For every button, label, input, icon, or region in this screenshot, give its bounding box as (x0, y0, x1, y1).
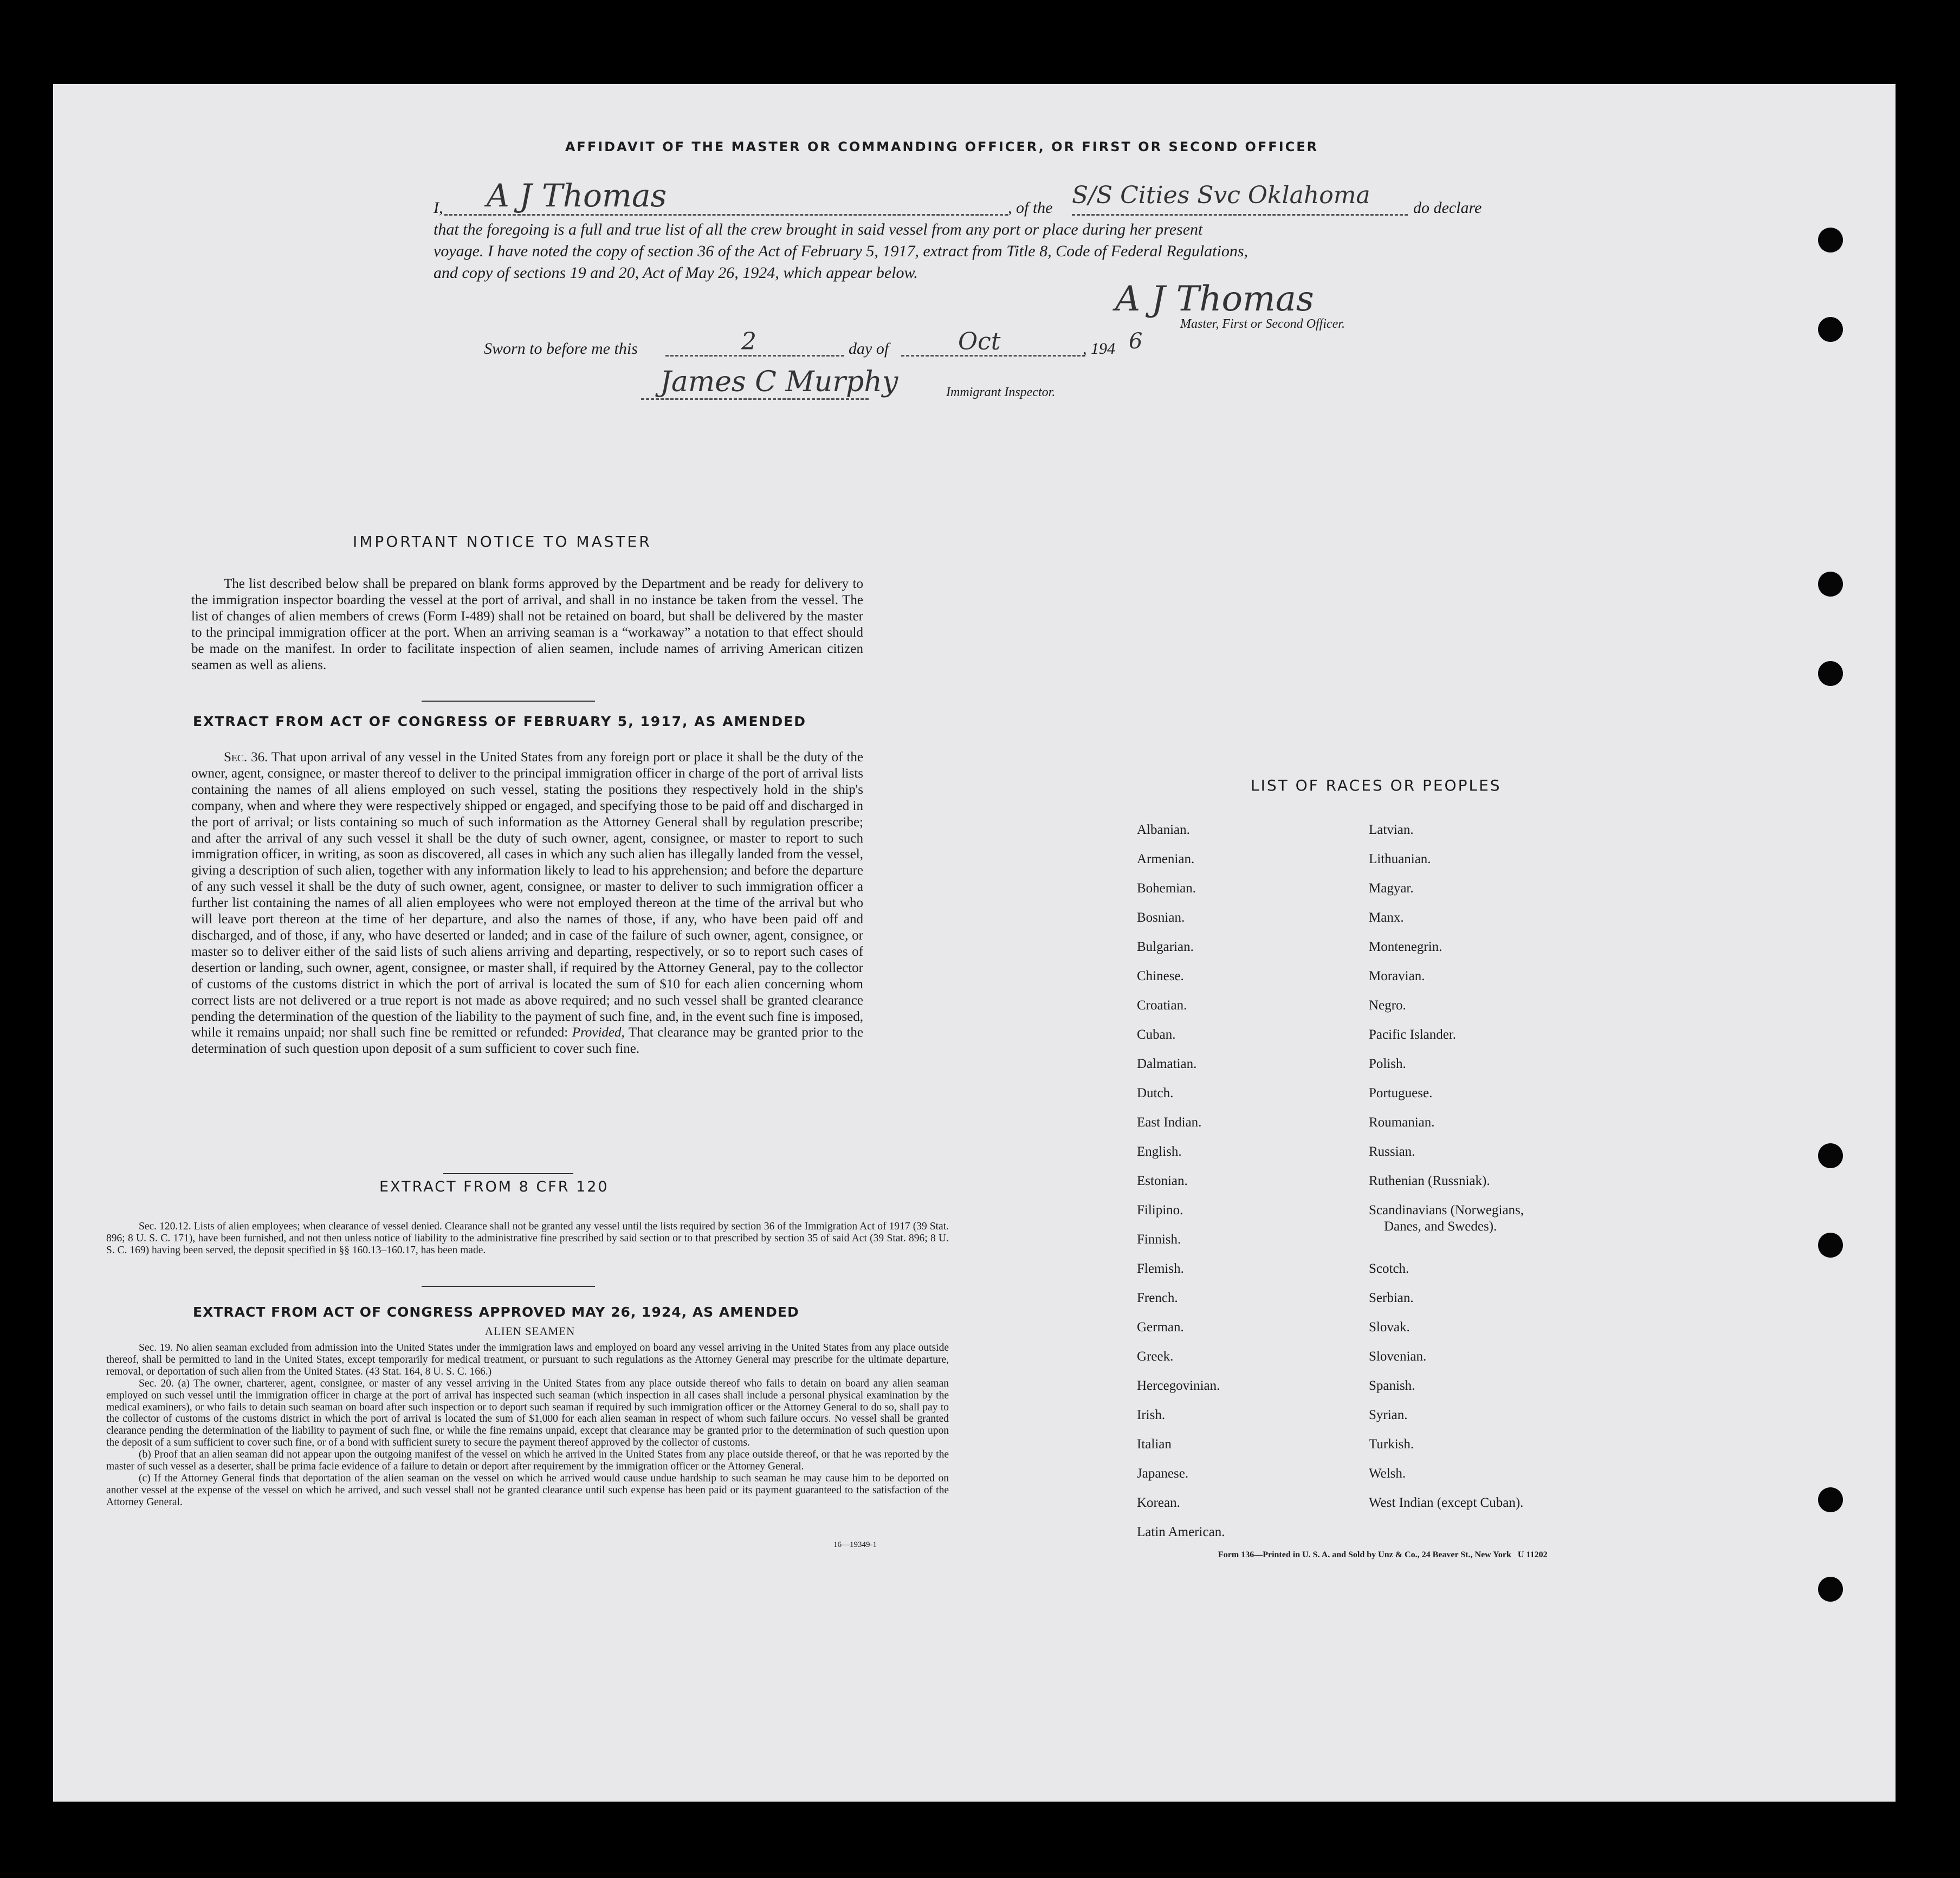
notice-heading: IMPORTANT NOTICE TO MASTER (353, 533, 652, 551)
race-item: Albanian. (1137, 823, 1190, 837)
race-item: Portuguese. (1369, 1086, 1433, 1100)
sec-20b: (b) Proof that an alien seaman did not appear upon the outgoing manifest of the vessel on which he arrived in the United States from any place outside thereof, or that he was reported by the master of such vessel as a deserter, shall be prima facie evidence of a failure to detain or deport after requirement by the immigration officer or the Attorney General. (106, 1449, 949, 1473)
sec-19: Sec. 19. No alien seaman excluded from admission into the United States under the immigration laws and employed on board any vessel arriving in the United States from any place outside thereof, shall be permitted to land in the United States, except temporarily for medical treatment, or pursuant to such regulations as the Attorney General may prescribe for the ultimate departure, removal, or deportation of such alien from the United States. (43 Stat. 164, 8 U. S. C. 166.) (106, 1342, 949, 1377)
punch-hole (1818, 1143, 1843, 1168)
race-item: East Indian. (1137, 1115, 1202, 1130)
race-item: Slovenian. (1369, 1349, 1427, 1364)
race-item: Slovak. (1369, 1320, 1410, 1335)
races-heading: LIST OF RACES OR PEOPLES (1251, 776, 1502, 794)
race-item: Pacific Islander. (1369, 1027, 1457, 1042)
race-item: Croatian. (1137, 998, 1187, 1013)
cfr-heading: EXTRACT FROM 8 CFR 120 (379, 1178, 609, 1195)
race-item: Bulgarian. (1137, 940, 1194, 954)
race-item: Japanese. (1137, 1466, 1189, 1481)
races-list-left (1137, 815, 1343, 1547)
race-item: Danes, and Swedes). (1384, 1219, 1497, 1234)
extract-1917-sec: Sec. 36. (224, 750, 268, 765)
race-item: Italian (1137, 1437, 1172, 1452)
race-item: Syrian. (1369, 1408, 1408, 1422)
sec-20c: (c) If the Attorney General finds that deportation of the alien seaman on the vessel on which he arrived would cause undue hardship to such seaman he may cause him to be deported on another vessel at the expense of the vessel on which he arrived, and such vessel shall not be granted clearance until such expense has been paid or its payment guaranteed to the satisfaction of the Attorney General. (106, 1472, 949, 1508)
year-prefix: , 194 (1083, 340, 1115, 358)
race-item: Filipino. (1137, 1203, 1183, 1218)
extract-1917-heading: EXTRACT FROM ACT OF CONGRESS OF FEBRUARY 5, 1917, AS AMENDED (193, 714, 807, 729)
punch-hole (1818, 572, 1843, 597)
race-item: Latin American. (1137, 1525, 1225, 1539)
race-item: Moravian. (1369, 969, 1425, 983)
document-page (53, 84, 1896, 1802)
race-item: Latvian. (1369, 823, 1414, 837)
race-item: Bosnian. (1137, 910, 1185, 925)
race-item: West Indian (except Cuban). (1369, 1495, 1524, 1510)
master-caption: Master, First or Second Officer. (1180, 317, 1345, 331)
affidavit-of-the: , of the (1008, 199, 1053, 217)
race-item: French. (1137, 1291, 1178, 1305)
declarant-handwriting: A J Thomas (487, 177, 667, 214)
punch-hole (1818, 317, 1843, 342)
affidavit-do-declare: do declare (1413, 199, 1482, 217)
race-item: Scotch. (1369, 1261, 1409, 1276)
race-item: Dalmatian. (1137, 1057, 1197, 1071)
race-item: Montenegrin. (1369, 940, 1442, 954)
form-footer: Form 136—Printed in U. S. A. and Sold by Unz & Co., 24 Beaver St., New York U 11202 (1218, 1550, 1548, 1559)
race-item: Ruthenian (Russniak). (1369, 1174, 1490, 1188)
race-item: Spanish. (1369, 1378, 1415, 1393)
extract-1917-text-b: That clearance may be granted prior to the determination of such question upon deposit of a sum sufficient to cover such fine. (191, 1025, 863, 1057)
affidavit-lead: I, (434, 199, 443, 217)
punch-hole (1818, 661, 1843, 686)
race-item: Magyar. (1369, 881, 1414, 896)
inspector-signature: James C Murphy (660, 366, 898, 398)
race-item: Korean. (1137, 1495, 1180, 1510)
form-code: 16—19349-1 (833, 1540, 877, 1549)
notice-body: The list described below shall be prepared on blank forms approved by the Department and be ready for delivery to the immigration inspector boarding the vessel at the port of arrival, and shall in no instance be taken from the vessel. The list of changes of alien members of crews (Form I-489) shall not be retained on board, but shall be delivered by the master to the principal immigration officer at the port. When an arriving seaman is a “workaway” a notation to that effect should be made on the manifest. In order to facilitate inspection of alien seamen, include names of arriving American citizen seamen as well as aliens. (191, 577, 863, 672)
race-item: Armenian. (1137, 852, 1195, 866)
race-item: Scandinavians (Norwegians, (1369, 1203, 1524, 1218)
race-item: German. (1137, 1320, 1184, 1335)
extract-1917-text-a: That upon arrival of any vessel in the United States from any foreign port or place it shall be the duty of the owner, agent, consignee, or master thereof to deliver to the principal immigration officer in charge of the port of arrival lists containing the names of all aliens employed on such vessel, stating the positions they respectively hold in the ship's company, when and where they were respectively shipped or engaged, and specifying those to be paid off and discharged in the port of arrival; or lists containing so much of such information as the Attorney General shall by regulation prescribe; and after the arrival of any such vessel it shall be the duty of such owner, agent, consignee, or master to report to such immigration officer, in writing, as soon as discovered, all cases in which any such alien has illegally landed from the vessel, giving a description of such alien, together with any information likely to lead to his apprehension; and before the departure of any such vessel it shall be the duty of such owner, agent, consignee, or master to deliver to such immigration officer a further list containing the names of all alien employees who were not employed thereon at the time of the arrival but who will leave port thereon at the time of her departure, and also the names of those, if any, who have been paid off and discharged, and of those, if any, who have deserted or landed; and in case of the failure of such owner, agent, consignee, or master so to deliver either of the said lists of such aliens arriving and departing, respectively, or so to report such cases of desertion or landing, such owner, agent, consignee, or master shall, if required by the Attorney General, pay to the collector of customs of the customs district in which the port of arrival is located the sum of $10 for each alien concerning whom correct lists are not delivered or a true report is not made as above required; and no such vessel shall be granted clearance pending the determination of the question of the liability to the payment of such fine, and, in the event such fine is imposed, while it remains unpaid; nor shall such fine be remitted or refunded: (191, 750, 863, 1040)
divider-rule (422, 701, 595, 702)
vessel-line (1072, 214, 1408, 216)
master-signature: A J Thomas (1115, 279, 1314, 319)
punch-hole (1818, 1577, 1843, 1602)
affidavit-line-4: and copy of sections 19 and 20, Act of May 26, 1924, which appear below. (434, 264, 918, 282)
extract-1924-body (106, 1342, 949, 1508)
sworn-day-handwriting: 2 (741, 328, 756, 355)
day-of-label: day of (849, 340, 889, 358)
race-item: Manx. (1369, 910, 1404, 925)
year-handwriting: 6 (1129, 329, 1143, 354)
race-item: Flemish. (1137, 1261, 1184, 1276)
race-item: Turkish. (1369, 1437, 1414, 1452)
sworn-month-handwriting: Oct (958, 328, 1001, 355)
punch-hole (1818, 1233, 1843, 1258)
race-item: Serbian. (1369, 1291, 1414, 1305)
race-item: Roumanian. (1369, 1115, 1435, 1130)
sworn-label: Sworn to before me this (484, 340, 638, 358)
race-item: Estonian. (1137, 1174, 1188, 1188)
race-item: English. (1137, 1144, 1182, 1159)
inspector-caption: Immigrant Inspector. (946, 385, 1056, 399)
punch-hole (1818, 1487, 1843, 1512)
affidavit-line-3: voyage. I have noted the copy of section 36 of the Act of February 5, 1917, extract from Title 8, Code of Federal Regulations, (434, 242, 1249, 260)
inspector-line (641, 398, 869, 400)
extract-1917-provided: Provided, (572, 1025, 625, 1040)
declarant-line (444, 214, 1008, 216)
race-item: Greek. (1137, 1349, 1174, 1364)
cfr-body: Sec. 120.12. Lists of alien employees; when clearance of vessel denied. Clearance shall not be granted any vessel until the lists required by section 36 of the Immigration Act of 1917 (39 Stat. 896; 8 U. S. C. 171), have been furnished, and not then unless notice of liability to the administrative fine prescribed by said section or to that prescribed by section 35 of said Act (39 Stat. 896; 8 U. S. C. 169) having been served, the deposit specified in §§ 160.13–160.17, has been made. (106, 1221, 949, 1256)
affidavit-line-2: that the foregoing is a full and true list of all the crew brought in said vessel from any port or place during her present (434, 221, 1203, 238)
race-item: Lithuanian. (1369, 852, 1431, 866)
race-item: Bohemian. (1137, 881, 1196, 896)
race-item: Negro. (1369, 998, 1406, 1013)
divider-rule (443, 1173, 573, 1174)
affidavit-title: AFFIDAVIT OF THE MASTER OR COMMANDING OFFICER, OR FIRST OR SECOND OFFICER (565, 139, 1319, 154)
punch-hole (1818, 228, 1843, 252)
race-item: Irish. (1137, 1408, 1166, 1422)
extract-1917-body (191, 749, 863, 1057)
divider-rule (422, 1286, 595, 1287)
race-item: Dutch. (1137, 1086, 1174, 1100)
vessel-handwriting: S/S Cities Svc Oklahoma (1072, 182, 1370, 209)
race-item: Russian. (1369, 1144, 1415, 1159)
race-item: Cuban. (1137, 1027, 1176, 1042)
race-item: Welsh. (1369, 1466, 1406, 1481)
races-list-right (1369, 815, 1596, 1518)
race-item: Chinese. (1137, 969, 1184, 983)
race-item: Hercegovinian. (1137, 1378, 1220, 1393)
race-item: Finnish. (1137, 1232, 1181, 1247)
sec-20a: Sec. 20. (a) The owner, charterer, agent, consignee, or master of any vessel arriving in the United States from any place outside thereof who fails to detain on board any alien seaman employed on such vessel until the immigration officer in charge at the port of arrival has inspected such seaman (which inspection in all cases shall include a personal physical examination by the medical examiners), or who fails to detain such seaman on board after such inspection or to deport such seaman if required by such immigration officer or the Attorney General to do so, shall pay to the collector of customs of the customs district in which the port of arrival is located the sum of $1,000 for each alien seaman in respect of whom such failure occurs. No vessel shall be granted clearance pending the determination of the liability to payment of such fine, or while the fine remains unpaid, except that clearance may be granted prior to the determination of such question upon the deposit of a sum sufficient to cover such fine, or of a bond with sufficient surety to secure the payment thereof approved by the collector of customs. (106, 1377, 949, 1449)
extract-1924-heading: EXTRACT FROM ACT OF CONGRESS APPROVED MAY 26, 1924, AS AMENDED (193, 1304, 799, 1320)
extract-1924-subheading: ALIEN SEAMEN (484, 1325, 575, 1338)
race-item: Polish. (1369, 1057, 1406, 1071)
